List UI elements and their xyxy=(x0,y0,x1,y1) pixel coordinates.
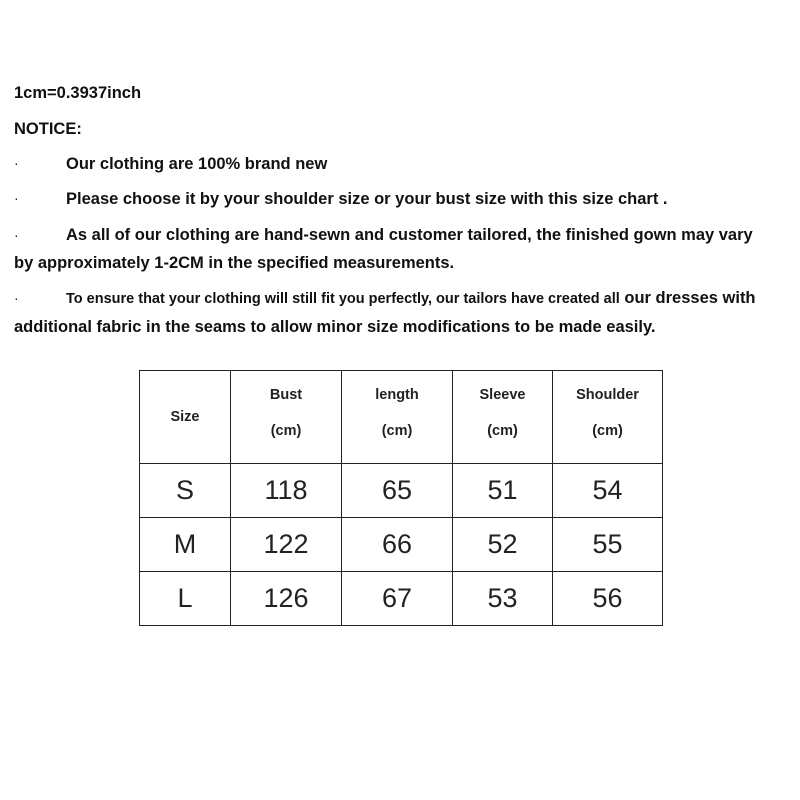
notice-text: Our clothing are 100% brand new xyxy=(66,155,328,173)
header-size: Size xyxy=(140,371,231,464)
notice-text: To ensure that your clothing will still fit you perfectly, our tailors have created all xyxy=(66,291,620,307)
size-chart-table xyxy=(139,370,663,626)
bullet-dot: · xyxy=(14,190,19,206)
notice-item xyxy=(14,190,774,209)
header-shoulder: Shoulder (cm) xyxy=(553,371,663,464)
conversion-note: 1cm=0.3937inch xyxy=(14,84,142,102)
cell-size: S xyxy=(140,464,231,518)
cell-length: 67 xyxy=(342,572,453,626)
header-bust: Bust (cm) xyxy=(231,371,342,464)
bullet-dot: · xyxy=(14,227,19,243)
cell-length: 66 xyxy=(342,518,453,572)
table-row xyxy=(140,518,663,572)
cell-length: 65 xyxy=(342,464,453,518)
header-sleeve: Sleeve (cm) xyxy=(453,371,553,464)
table-row xyxy=(140,464,663,518)
notice-item xyxy=(14,155,774,174)
bullet-dot: · xyxy=(14,155,19,171)
table-row xyxy=(140,572,663,626)
cell-shoulder: 56 xyxy=(553,572,663,626)
notice-text: Please choose it by your shoulder size or your bust size with this size chart . xyxy=(66,190,668,208)
cell-shoulder: 55 xyxy=(553,518,663,572)
cell-size: M xyxy=(140,518,231,572)
notice-heading: NOTICE: xyxy=(14,120,82,138)
cell-sleeve: 53 xyxy=(453,572,553,626)
cell-bust: 126 xyxy=(231,572,342,626)
notice-item xyxy=(14,221,774,277)
cell-sleeve: 52 xyxy=(453,518,553,572)
notice-text: our dresses with additional fabric in the seams to allow minor size modifications to be made easily. xyxy=(14,289,756,336)
notice-text: As all of our clothing are hand-sewn and customer tailored, the finished gown may vary by approximately 1-2CM in the specified measurements. xyxy=(14,226,753,272)
cell-size: L xyxy=(140,572,231,626)
header-length: length (cm) xyxy=(342,371,453,464)
cell-shoulder: 54 xyxy=(553,464,663,518)
notice-item xyxy=(14,284,774,341)
cell-sleeve: 51 xyxy=(453,464,553,518)
bullet-dot: · xyxy=(14,290,19,306)
cell-bust: 122 xyxy=(231,518,342,572)
table-header-row xyxy=(140,371,663,464)
cell-bust: 118 xyxy=(231,464,342,518)
